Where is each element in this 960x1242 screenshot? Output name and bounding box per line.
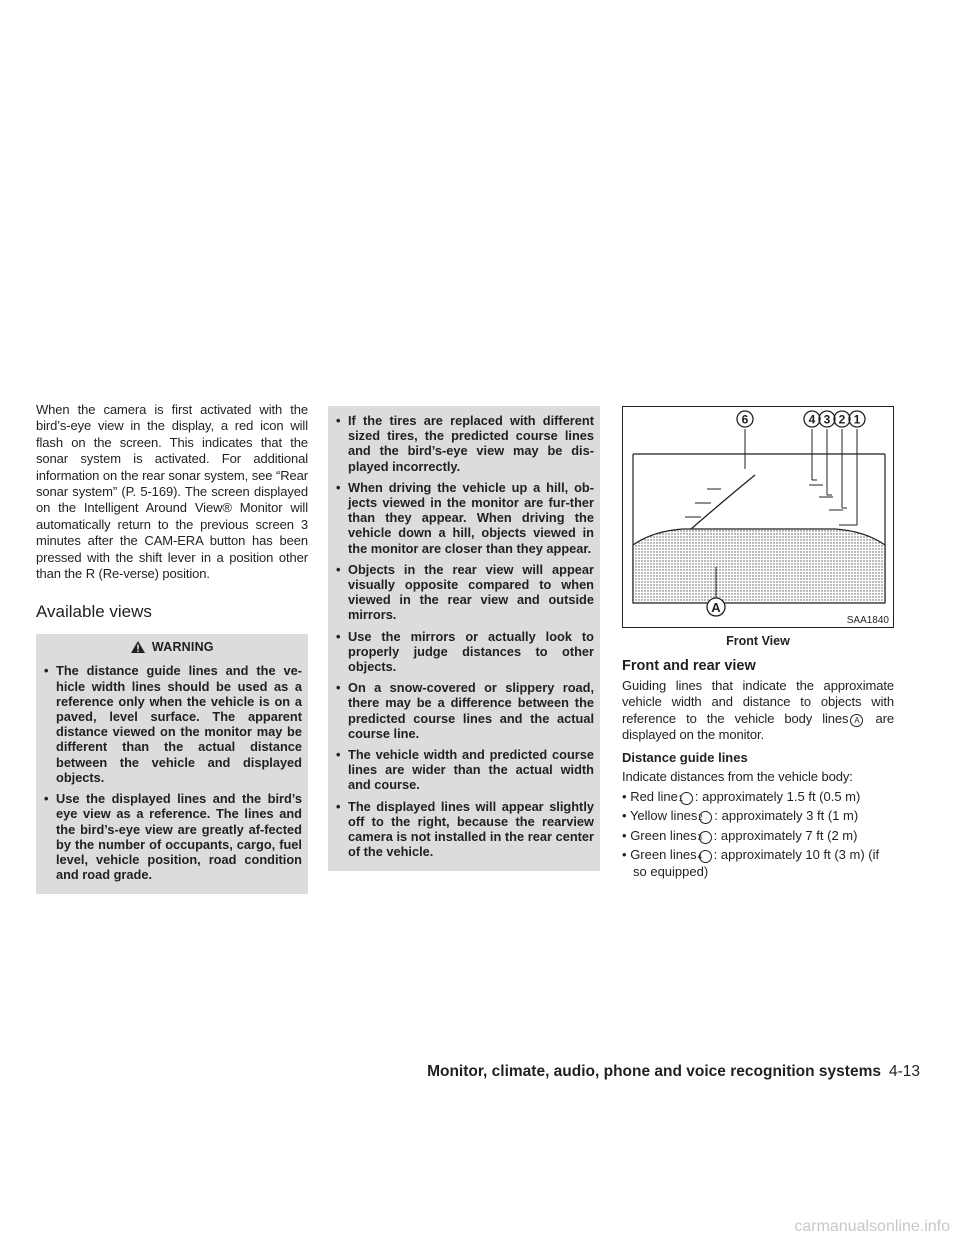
chapter-title: Monitor, climate, audio, phone and voice recognition systems [427, 1063, 881, 1080]
number-3-icon: 3 [699, 831, 712, 844]
distance-guide-intro: Indicate distances from the vehicle body: [622, 768, 853, 784]
callout-6: 6 [741, 412, 749, 427]
warning-item: • When driving the vehicle up a hill, ob-jects viewed in the monitor are fur-ther than they appear. When driving the vehicle down a hill, objects viewed in the monitor are closer than they appear. [336, 479, 594, 556]
callout-1: 1 [853, 412, 861, 427]
guide-line-item: • Yellow lines2 : approximately 3 ft (1 m) [622, 808, 859, 824]
warning-item: • The distance guide lines and the ve-hicle width lines should be used as a reference only when the vehicle is on a paved, level surface. The apparent distance viewed on the monitor may be different than the actual distance between the vehicle and displayed objects. [44, 663, 302, 785]
front-rear-paragraph: Guiding lines that indicate the approximate vehicle width and distance to objects with reference to the vehicle body lines A are displayed on the monitor. [622, 678, 894, 743]
figure-caption: Front View [726, 634, 790, 648]
figure-code: SAA1840 [846, 615, 889, 626]
warning-box [36, 634, 308, 894]
callout-4: 4 [808, 412, 816, 427]
page-footer [427, 1063, 920, 1081]
marker-A-icon: A [850, 714, 863, 727]
column-1 [36, 402, 308, 894]
warning-label: WARNING [151, 640, 214, 655]
guide-line-item: • Green lines4 : approximately 10 ft (3 m) (if so equipped) [622, 847, 880, 879]
warning-icon [130, 640, 146, 654]
column-2 [328, 406, 600, 871]
page-number: 4-13 [888, 1063, 920, 1080]
number-1-icon: 1 [680, 792, 693, 805]
callout-3: 3 [823, 412, 831, 427]
guide-line-item: • Red line1 : approximately 1.5 ft (0.5 m) [622, 789, 861, 805]
front-view-figure [622, 406, 894, 628]
front-view-diagram [623, 407, 893, 627]
warning-item: • The displayed lines will appear slightly off to the right, because the rearview camera is not installed in the rear center of the vehicle. [336, 798, 594, 860]
warning-item: • Use the displayed lines and the bird’s eye view as a reference. The lines and the bird’s-eye view are greatly af-fected by the number of occupants, cargo, fuel level, vehicle position, road condition and road grade. [44, 791, 302, 883]
warning-item: • The vehicle width and predicted course lines are wider than the actual width and course. [336, 747, 594, 793]
warning-item: • Objects in the rear view will appear visually opposite compared to when viewed in the rear view and outside mirrors. [336, 561, 594, 623]
callout-2: 2 [838, 412, 846, 427]
number-4-icon: 4 [699, 850, 712, 863]
guide-line-item: • Green lines3 : approximately 7 ft (2 m) [622, 827, 858, 843]
section-title: Available views [36, 602, 152, 622]
warning-item: • On a snow-covered or slippery road, there may be a difference between the predicted course lines and the actual course line. [336, 680, 594, 741]
distance-guide-heading: Distance guide lines [622, 749, 748, 765]
callout-A: A [711, 600, 721, 615]
front-rear-heading: Front and rear view [622, 658, 756, 674]
warning-box-continued [328, 406, 600, 871]
warning-item: • Use the mirrors or actually look to properly judge distances to other objects. [336, 628, 594, 675]
intro-paragraph: When the camera is first activated with the bird’s-eye view in the display, a red icon will flash on the screen. This indicates that the sonar system is activated. For additional information on the rear sonar system, see “Rear sonar system” (P. 5-169). The screen displayed on the Intelligent Around View® Monitor will automatically return to the previous screen 3 minutes after the CAM-ERA button has been pressed with the shift lever in a position other than the R (Re-verse) position. [36, 402, 308, 582]
column-3 [622, 406, 894, 883]
warning-item: • If the tires are replaced with different sized tires, the predicted course lines and the bird’s-eye view may be dis-played incorrectly. [336, 413, 594, 474]
watermark[interactable]: carmanualsonline.info [794, 1218, 950, 1235]
warning-header [36, 634, 308, 660]
number-2-icon: 2 [699, 811, 712, 824]
